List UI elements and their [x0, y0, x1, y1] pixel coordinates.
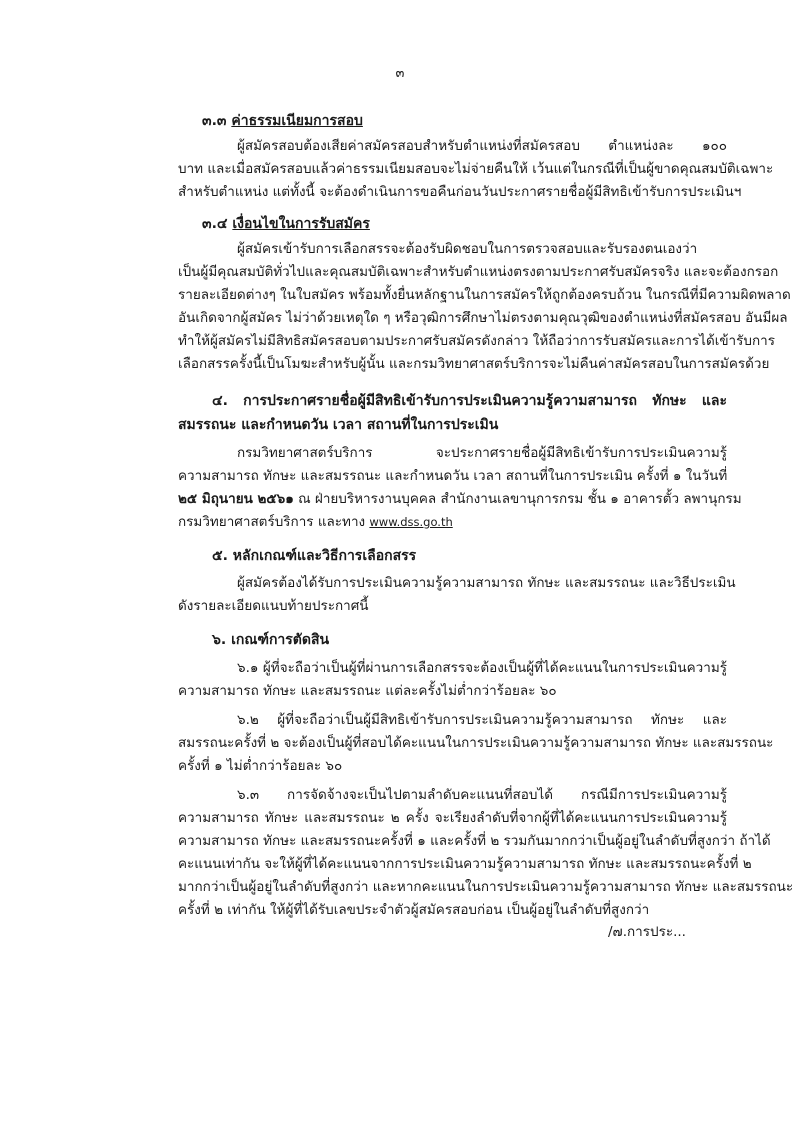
- section-6-3-line-2: ความสามารถ ทักษะ และสมรรถนะ ๒ ครั้ง จะเรียงลำดับที่จากผู้ที่ได้คะแนนการประเมินความรู้: [178, 810, 727, 826]
- section-3-4-line-3: รายละเอียดต่างๆ ในใบสมัคร พร้อมทั้งยื่นหลักฐานในการสมัครให้ถูกต้องครบถ้วน ในกรณีที่มีความผิดพลาด: [178, 287, 791, 303]
- section-4-line-4-text: กรมวิทยาศาสตร์บริการ และทาง: [178, 514, 370, 530]
- section-4-line-4: [178, 513, 453, 531]
- section-5-line-1: ผู้สมัครต้องได้รับการประเมินความรู้ความสามารถ ทักษะ และสมรรถนะ และวิธีประเมิน: [237, 575, 736, 591]
- section-3-4-line-6: เลือกสรรครั้งนี้เป็นโมฆะสำหรับผู้นั้น และกรมวิทยาศาสตร์บริการจะไม่คืนค่าสมัครสอบในการสมัครด้วย: [178, 356, 770, 372]
- section-3-4-line-4: อันเกิดจากผู้สมัคร ไม่ว่าด้วยเหตุใด ๆ หรือวุฒิการศึกษาไม่ตรงตามคุณวุฒิของตำแหน่งที่สมัครสอบ อันมีผล: [178, 310, 788, 326]
- website-link[interactable]: www.dss.go.th: [369, 515, 453, 529]
- section-4-line-1: กรมวิทยาศาสตร์บริการ จะประกาศรายชื่อผู้มีสิทธิเข้ารับการประเมินความรู้: [237, 445, 727, 461]
- section-3-4-line-5: ทำให้ผู้สมัครไม่มีสิทธิสมัครสอบตามประกาศรับสมัครดังกล่าว ให้ถือว่าการรับสมัครและการได้เข้ารับการ: [178, 333, 775, 349]
- section-3-4-number: ๓.๔: [202, 216, 228, 232]
- announcement-place: ณ ฝ่ายบริหารงานบุคคล สำนักงานเลขานุการกรม ชั้น ๑ อาคารตั้ว ลพานุกรม: [293, 491, 742, 507]
- section-4-line-2: ความสามารถ ทักษะ และสมรรถนะ และกำหนดวัน เวลา สถานที่ในการประเมิน ครั้งที่ ๑ ในวันที่: [178, 468, 728, 484]
- section-3-4-heading: [202, 215, 370, 233]
- section-6-2-line-3: ครั้งที่ ๑ ไม่ต่ำกว่าร้อยละ ๖๐: [178, 758, 343, 774]
- section-4-line-3: [178, 490, 742, 508]
- section-3-4-line-1: ผู้สมัครเข้ารับการเลือกสรรจะต้องรับผิดชอบในการตรวจสอบและรับรองตนเองว่า: [237, 241, 698, 257]
- section-3-3-line-2: บาท และเมื่อสมัครสอบแล้วค่าธรรมเนียมสอบจะไม่จ่ายคืนให้ เว้นแต่ในกรณีที่เป็นผู้ขาดคุณสมบัติเฉพาะ: [178, 161, 774, 177]
- page-number: ๓: [395, 66, 405, 81]
- section-6-1-line-1: ๖.๑ ผู้ที่จะถือว่าเป็นผู้ที่ผ่านการเลือกสรรจะต้องเป็นผู้ที่ได้คะแนนในการประเมินความรู้: [237, 660, 727, 676]
- section-3-3-line-1: ผู้สมัครสอบต้องเสียค่าสมัครสอบสำหรับตำแหน่งที่สมัครสอบ ตำแหน่งละ ๑๐๐: [237, 138, 727, 154]
- section-3-3-number: ๓.๓: [202, 113, 227, 129]
- section-4-heading-line-1: ๔. การประกาศรายชื่อผู้มีสิทธิเข้ารับการประเมินความรู้ความสามารถ ทักษะ และ: [212, 393, 727, 409]
- section-6-3-line-6: ครั้งที่ ๒ เท่ากัน ให้ผู้ที่ได้รับเลขประจำตัวผู้สมัครสอบก่อน เป็นผู้อยู่ในลำดับที่สูงกว่า: [178, 902, 650, 918]
- section-6-3-line-1: ๖.๓ การจัดจ้างจะเป็นไปตามลำดับคะแนนที่สอบได้ กรณีมีการประเมินความรู้: [237, 787, 727, 803]
- section-3-4-line-2: เป็นผู้มีคุณสมบัติทั่วไปและคุณสมบัติเฉพาะสำหรับตำแหน่งตรงตามประกาศรับสมัครจริง และจะต้องกรอก: [178, 264, 779, 280]
- section-6-2-line-2: สมรรถนะครั้งที่ ๒ จะต้องเป็นผู้ที่สอบได้คะแนนในการประเมินความรู้ความสามารถ ทักษะ และสมรรถนะ: [178, 735, 774, 751]
- section-6-3-line-3: ความสามารถ ทักษะ และสมรรถนะครั้งที่ ๑ และครั้งที่ ๒ รวมกันมากกว่าเป็นผู้อยู่ในลำดับที่สูงกว่า ถ้าได้: [178, 833, 771, 849]
- section-6-1-line-2: ความสามารถ ทักษะ และสมรรถนะ แต่ละครั้งไม่ต่ำกว่าร้อยละ ๖๐: [178, 683, 557, 699]
- section-6-2-line-1: ๖.๒ ผู้ที่จะถือว่าเป็นผู้มีสิทธิเข้ารับการประเมินความรู้ความสามารถ ทักษะ และ: [237, 712, 727, 728]
- section-6-heading: ๖. เกณฑ์การตัดสิน: [212, 632, 330, 648]
- section-4-heading-line-2: สมรรถนะ และกำหนดวัน เวลา สถานที่ในการประเมิน: [178, 417, 499, 433]
- section-3-3-line-3: สำหรับตำแหน่ง แต่ทั้งนี้ จะต้องดำเนินการขอคืนก่อนวันประกาศรายชื่อผู้มีสิทธิเข้ารับการประเมินฯ: [178, 184, 742, 200]
- section-3-3-heading: [202, 112, 363, 130]
- section-3-4-title: เงื่อนไขในการรับสมัคร: [232, 216, 370, 232]
- continuation-note: /๗.การประ...: [608, 924, 686, 940]
- section-5-line-2: ดังรายละเอียดแนบท้ายประกาศนี้: [178, 598, 369, 614]
- section-6-3-line-5: มากกว่าเป็นผู้อยู่ในลำดับที่สูงกว่า และหากคะแนนในการประเมินความรู้ความสามารถ ทักษะ และสมรรถนะ: [178, 879, 794, 895]
- section-6-3-line-4: คะแนนเท่ากัน จะให้ผู้ที่ได้คะแนนจากการประเมินความรู้ความสามารถ ทักษะ และสมรรถนะครั้งที่ ๒: [178, 856, 752, 872]
- announcement-date: ๒๕ มิถุนายน ๒๕๖๑: [178, 491, 294, 507]
- section-3-3-title: ค่าธรรมเนียมการสอบ: [231, 113, 363, 129]
- section-5-heading: ๕. หลักเกณฑ์และวิธีการเลือกสรร: [212, 548, 417, 564]
